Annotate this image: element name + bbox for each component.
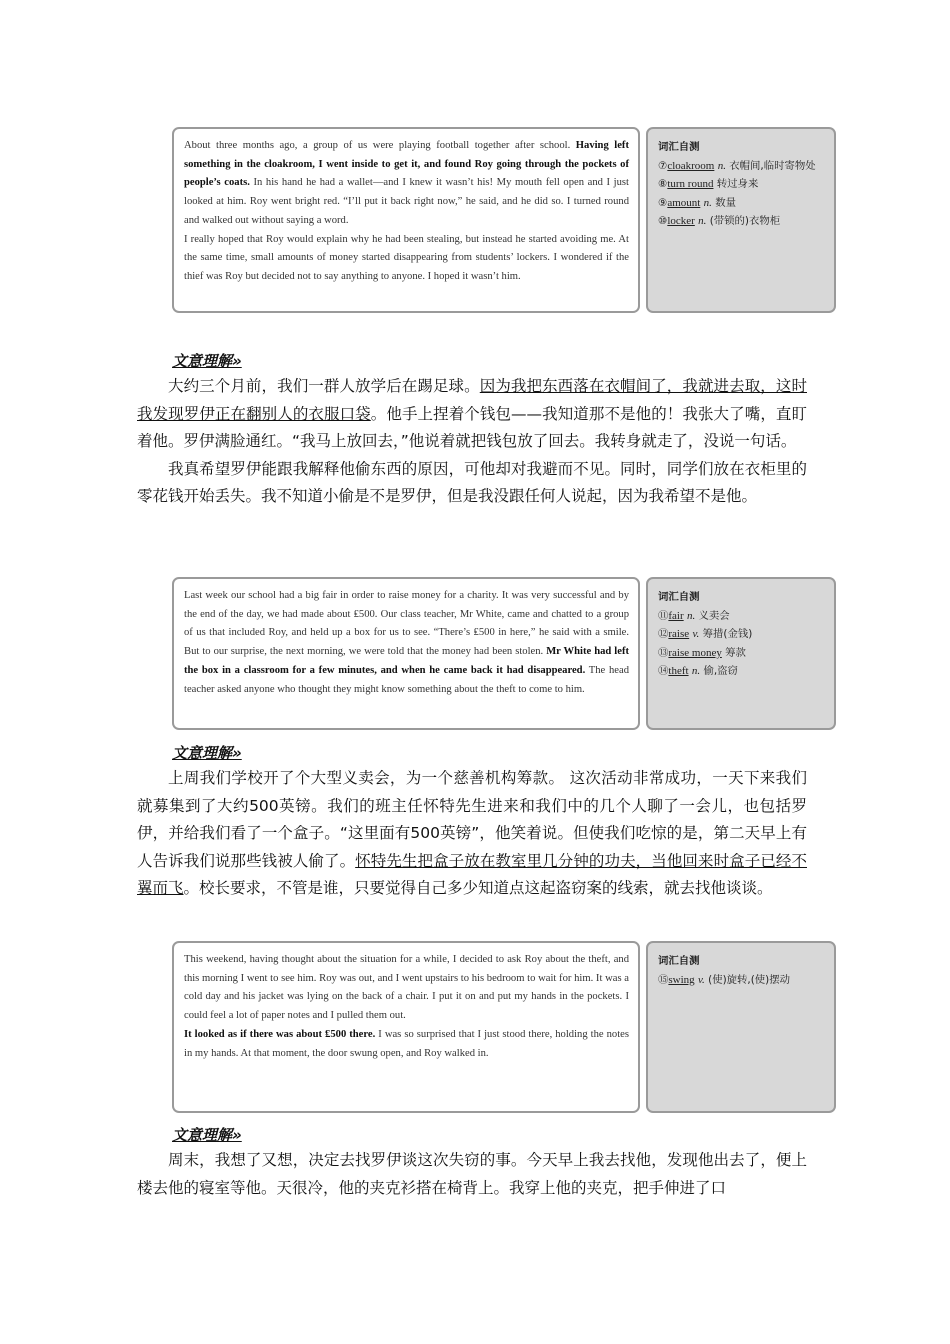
- translation-para: 上周我们学校开了个大型义卖会，为一个慈善机构筹款。 这次活动非常成功，一天下来我们就募集到了大约500英镑。我们的班主任怀特先生进来和我们中的几个人聊了一会儿，也包括罗伊，并给我们看了一个盒子。“这里面有500英镑”，他笑着说。但使我们吃惊的是，第二天早上有人告诉我们说那些钱被人偷了。怀特先生把盒子放在教室里几分钟的功夫，当他回来时盒子已经不翼而飞。校长要求，不管是谁，只要觉得自己多少知道点这起盗窃案的线索，就去找他谈谈。: [137, 769, 807, 898]
- vocab-title: 词汇自测: [658, 955, 700, 967]
- vocab-title: 词汇自测: [658, 591, 700, 603]
- passage-2-para-1: Last week our school had a big fair in order to raise money for a charity. It was very successful and by the end of the day, we had made about ₤500. Our class teacher, Mr White, came and chatted to a group of us that included Roy, and held up a box for us to see. “There’s ₤500 in here,” he said with a smile. But to our surprise, the next morning, we were told that the money had been stolen. Mr White had left the box in a classroom for a few minutes, and when he came back it had disappeared. The head teacher asked anyone who thought they might know something about the theft to come to him.: [184, 590, 629, 695]
- section-title: 文意理解»: [172, 1126, 242, 1144]
- vocab-item: ⑧turn round 转过身来: [658, 178, 759, 191]
- passage-box-3: [172, 941, 640, 1113]
- translation-2: [137, 765, 807, 903]
- passage-1-para-2: I really hoped that Roy would explain why he had been stealing, but instead he started avoiding me. At the same time, small amounts of money started disappearing from students’ lockers. I wondered if the thief was Roy but decided not to say anything to anyone. I hoped it wasn’t him.: [184, 233, 629, 282]
- passage-1-para-1: About three months ago, a group of us were playing football together after school. Having left something in the cloakroom, I went inside to get it, and found Roy going through the pockets of people’s coats. In his hand he had a wallet—and I knew it wasn’t his! My mouth fell open and I just looked at him. Roy went bright red. “I’ll put it back right now,” he said, and he did so. I turned round and walked out without saying a word.: [184, 140, 629, 226]
- vocab-item: ⑫raise v. 筹措(金钱): [658, 628, 753, 641]
- vocab-item: ⑪fair n. 义卖会: [658, 609, 730, 622]
- vocab-item: ⑩locker n. (带锁的)衣物柜: [658, 215, 781, 228]
- vocab-item: ⑭theft n. 偷,盗窃: [658, 665, 738, 678]
- translation-para: 我真希望罗伊能跟我解释他偷东西的原因，可他却对我避而不见。同时，同学们放在衣柜里的零花钱开始丢失。我不知道小偷是不是罗伊，但是我没跟任何人说起，因为我希望不是他。: [137, 459, 807, 506]
- section-title: 文意理解»: [172, 744, 242, 762]
- vocab-title: 词汇自测: [658, 141, 700, 153]
- vocab-box-2: [646, 577, 836, 730]
- passage-box-2: [172, 577, 640, 730]
- section-title: 文意理解»: [172, 352, 242, 370]
- vocab-item: ⑦cloakroom n. 衣帽间,临时寄物处: [658, 159, 816, 172]
- vocab-box-3: [646, 941, 836, 1113]
- vocab-item: ⑬raise money 筹款: [658, 646, 746, 659]
- passage-3-para-1: This weekend, having thought about the situation for a while, I decided to ask Roy about the theft, and this morning I went to see him. Roy was out, and I went upstairs to his bedroom to wait for him. It was a cold day and his jacket was lying on the back of a chair. I put it on and put my hands in the pockets. I could feel a lot of paper notes and I pulled them out.: [184, 954, 629, 1022]
- translation-1: [137, 373, 807, 511]
- vocab-item: ⑮swing v. (使)旋转,(使)摆动: [658, 973, 790, 986]
- passage-box-1: [172, 127, 640, 313]
- translation-3: [137, 1147, 807, 1202]
- translation-para: 大约三个月前，我们一群人放学后在踢足球。因为我把东西落在衣帽间了，我就进去取，这时我发现罗伊正在翻别人的衣服口袋。他手上捏着个钱包——我知道那不是他的！我张大了嘴，直盯着他。罗伊满脸通红。“我马上放回去，”他说着就把钱包放了回去。我转身就走了，没说一句话。: [137, 377, 807, 451]
- passage-3-para-2: It looked as if there was about ₤500 there. I was so surprised that I just stood there, holding the notes in my hands. At that moment, the door swung open, and Roy walked in.: [184, 1028, 629, 1059]
- translation-para: 周末，我想了又想，决定去找罗伊谈这次失窃的事。今天早上我去找他，发现他出去了，便上楼去他的寝室等他。天很冷，他的夹克衫搭在椅背上。我穿上他的夹克，把手伸进了口: [137, 1151, 807, 1197]
- vocab-item: ⑨amount n. 数量: [658, 196, 736, 209]
- vocab-box-1: [646, 127, 836, 313]
